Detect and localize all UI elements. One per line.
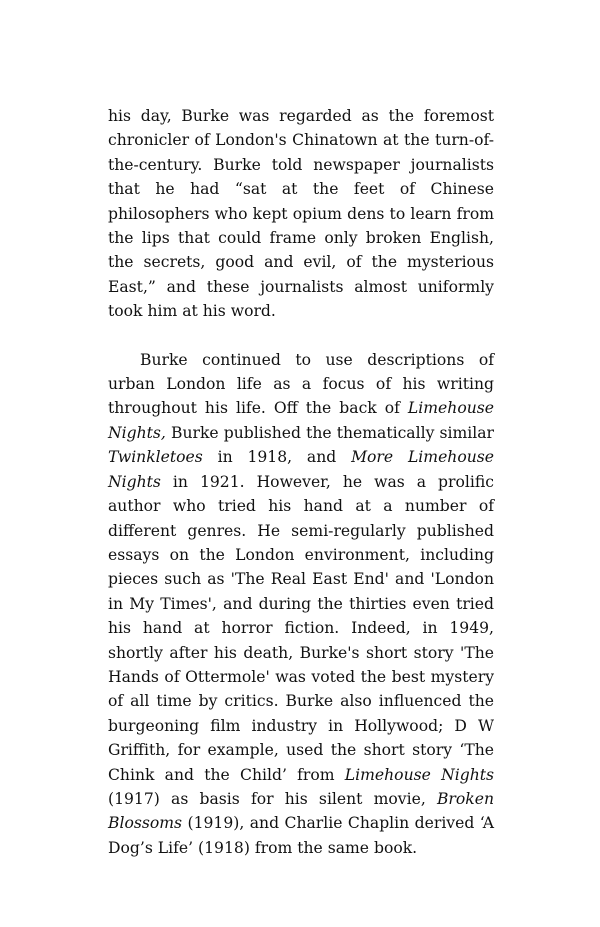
book-title-twinkletoes: Twinkletoes <box>108 448 203 467</box>
paragraph-2-text-3: in 1918, and <box>202 448 352 467</box>
paragraph-2-text-1: Burke continued to use descriptions of urban London life as a focus of his writing throughout his life. Off the back of <box>108 350 494 418</box>
book-title-limehouse-nights: Limehouse Nights, <box>108 399 494 442</box>
paragraph-2-text-5: (1917) as basis for his silent movie, <box>108 789 437 808</box>
document-page <box>108 104 494 860</box>
paragraph-1 <box>108 104 494 324</box>
paragraph-1-text: his day, Burke was regarded as the foremost chronicler of London's Chinatown at the turn-of-the-century. Burke told newspaper journalists that he had “sat at the feet of Chinese philosophers who kept opium dens to learn from the lips that could frame only broken English, the secrets, good and evil, of the mysterious East,” and these journalists almost uniformly took him at his word. <box>108 107 494 321</box>
paragraph-2-text-2: Burke published the thematically similar <box>165 423 494 442</box>
film-title-broken-blossoms: Broken Blossoms <box>108 789 494 833</box>
book-title-limehouse-nights-2: Limehouse Nights <box>344 765 495 784</box>
book-title-more-limehouse-nights: More Limehouse Nights <box>108 448 495 491</box>
paragraph-2 <box>108 348 494 861</box>
paragraph-2-text-6: (1919), and Charlie Chaplin derived ‘A Dog’s Life’ (1918) from the same book. <box>108 814 494 857</box>
paragraph-2-text-4: in 1921. However, he was a prolific author who tried his hand at a number of different genres. He semi-regularly published essays on the London environment, including pieces such as 'The Real East End' and 'London in My Times', and during the thirties even tried his hand at horror fiction. Indeed, in 1949, shortly after his death, Burke's short story 'The Hands of Ottermole' was voted the best mystery of all time by critics. Burke also influenced the burgeoning film industry in Hollywood; D W Griffith, for example, used the short story ‘The Chink and the Child’ from <box>108 472 494 784</box>
